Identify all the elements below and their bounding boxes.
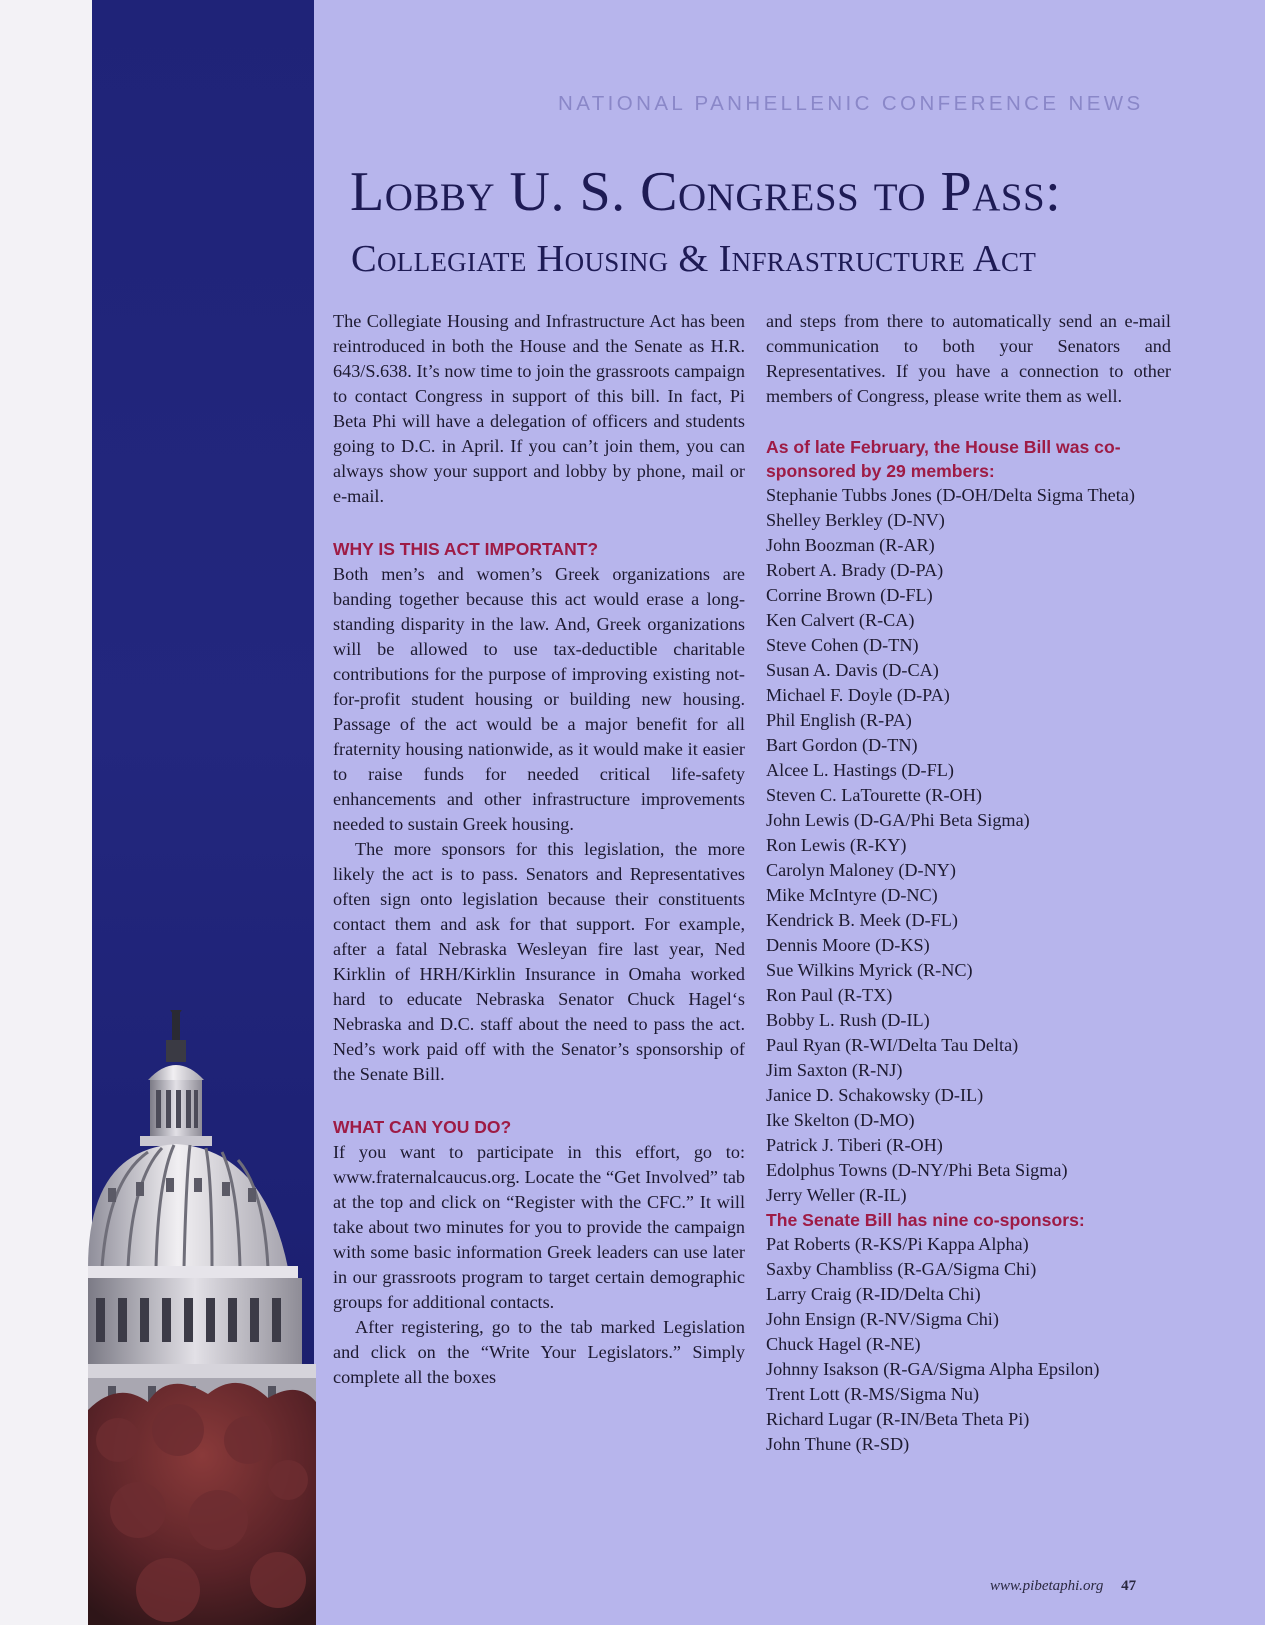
house-cosponsor-item: Bobby L. Rush (D-IL): [766, 1010, 930, 1030]
what-paragraph-1: If you want to participate in this effort, go to: www.fraternalcaucus.org. Locate the “Get Involved” tab at the top and click on “Register with the CFC.” It will take about two minutes for you to provide the campaign with some basic information Greek leaders can use later in our grassroots program to target certain demographic groups for additional contacts.: [333, 1142, 745, 1312]
what-paragraph-2-continued: and steps from there to automatically send an e-mail communication to both your Senators and Representatives. If you have a connection to other members of Congress, please write them as well.: [766, 311, 1171, 406]
house-cosponsor-item: Sue Wilkins Myrick (R-NC): [766, 960, 973, 980]
senate-cosponsor-item: Chuck Hagel (R-NE): [766, 1334, 921, 1354]
house-cosponsor-item: Janice D. Schakowsky (D-IL): [766, 1085, 984, 1105]
house-cosponsor-item: Ron Paul (R-TX): [766, 985, 893, 1005]
senate-cosponsor-list: [766, 1232, 1171, 1457]
senate-cosponsor-item: Pat Roberts (R-KS/Pi Kappa Alpha): [766, 1234, 1029, 1254]
house-cosponsor-item: Shelley Berkley (D-NV): [766, 510, 945, 530]
house-cosponsor-item: Michael F. Doyle (D-PA): [766, 685, 950, 705]
article-subtitle: Collegiate Housing & Infrastructure Act: [351, 238, 1037, 280]
article-title: Lobby U. S. Congress to Pass:: [350, 161, 1062, 223]
why-heading: WHY IS THIS ACT IMPORTANT?: [333, 539, 599, 559]
house-cosponsor-item: Ike Skelton (D-MO): [766, 1110, 915, 1130]
section-kicker: NATIONAL PANHELLENIC CONFERENCE NEWS: [558, 92, 1144, 115]
house-cosponsor-item: Jim Saxton (R-NJ): [766, 1060, 903, 1080]
what-paragraph-2: After registering, go to the tab marked Legislation and click on the “Write Your Legislators.” Simply complete all the boxes: [333, 1317, 745, 1387]
house-cosponsor-item: Patrick J. Tiberi (R-OH): [766, 1135, 943, 1155]
house-cosponsor-item: Paul Ryan (R-WI/Delta Tau Delta): [766, 1035, 1019, 1055]
house-cosponsor-item: Steven C. LaTourette (R-OH): [766, 785, 982, 805]
senate-cosponsor-item: Trent Lott (R-MS/Sigma Nu): [766, 1384, 980, 1404]
page-number: 47: [1121, 1578, 1137, 1594]
continuation-spacer: [766, 309, 1171, 409]
intro-paragraph: The Collegiate Housing and Infrastructure Act has been reintroduced in both the House and the Senate as H.R. 643/S.638. It’s now time to join the grassroots campaign to contact Congress in support of this bill. In fact, Pi Beta Phi will have a delegation of officers and students going to D.C. in April. If you can’t join them, you can always show your support and lobby by phone, mail or e-mail.: [333, 311, 745, 506]
house-cosponsor-item: Alcee L. Hastings (D-FL): [766, 760, 954, 780]
house-cosponsor-item: Ron Lewis (R-KY): [766, 835, 907, 855]
page-edge: [0, 0, 92, 1625]
house-cosponsor-item: Carolyn Maloney (D-NY): [766, 860, 956, 880]
house-cosponsor-item: Corrine Brown (D-FL): [766, 585, 933, 605]
senate-cosponsor-item: Larry Craig (R-ID/Delta Chi): [766, 1284, 981, 1304]
senate-cosponsor-item: John Ensign (R-NV/Sigma Chi): [766, 1309, 999, 1329]
senate-heading: The Senate Bill has nine co-sponsors:: [766, 1210, 1085, 1230]
house-cosponsor-item: John Boozman (R-AR): [766, 535, 935, 555]
senate-cosponsor-item: Johnny Isakson (R-GA/Sigma Alpha Epsilon): [766, 1359, 1100, 1379]
senate-cosponsor-item: Saxby Chambliss (R-GA/Sigma Chi): [766, 1259, 1037, 1279]
right-column: [766, 309, 1171, 1457]
house-cosponsor-list: [766, 483, 1171, 1208]
house-cosponsor-item: Steve Cohen (D-TN): [766, 635, 919, 655]
senate-cosponsor-item: Richard Lugar (R-IN/Beta Theta Pi): [766, 1409, 1030, 1429]
why-paragraph-1: Both men’s and women’s Greek organizations are banding together because this act would erase a long-standing disparity in the law. And, Greek organizations will be allowed to use tax-deductible charitable contributions for the purpose of improving existing not-for-profit student housing or building new housing. Passage of the act would be a major benefit for all fraternity housing nationwide, as it would make it easier to raise funds for needed critical life-safety enhancements and other infrastructure improvements needed to sustain Greek housing.: [333, 564, 745, 834]
house-cosponsor-item: John Lewis (D-GA/Phi Beta Sigma): [766, 810, 1030, 830]
house-cosponsor-item: Edolphus Towns (D-NY/Phi Beta Sigma): [766, 1160, 1068, 1180]
house-cosponsor-item: Ken Calvert (R-CA): [766, 610, 915, 630]
footer-url: www.pibetaphi.org: [990, 1578, 1104, 1594]
house-cosponsor-item: Robert A. Brady (D-PA): [766, 560, 944, 580]
house-cosponsor-item: Kendrick B. Meek (D-FL): [766, 910, 958, 930]
what-heading: WHAT CAN YOU DO?: [333, 1117, 512, 1137]
house-cosponsor-item: Dennis Moore (D-KS): [766, 935, 930, 955]
house-heading: As of late February, the House Bill was co-sponsored by 29 members:: [766, 437, 1121, 481]
left-column: [333, 309, 745, 1390]
why-paragraph-2: The more sponsors for this legislation, the more likely the act is to pass. Senators and Representatives often sign onto legislation because their constituents contact them and ask for that support. For example, after a fatal Nebraska Wesleyan fire last year, Ned Kirklin of HRH/Kirklin Insurance in Omaha worked hard to educate Nebraska Senator Chuck Hagel‘s Nebraska and D.C. staff about the need to pass the act. Ned’s work paid off with the Senator’s sponsorship of the Senate Bill.: [333, 839, 745, 1084]
house-cosponsor-item: Stephanie Tubbs Jones (D-OH/Delta Sigma Theta): [766, 485, 1135, 505]
senate-cosponsor-item: John Thune (R-SD): [766, 1434, 910, 1454]
house-cosponsor-item: Bart Gordon (D-TN): [766, 735, 918, 755]
page-footer: [990, 1578, 1136, 1595]
capitol-dome-photo: [88, 1010, 316, 1625]
house-cosponsor-item: Mike McIntyre (D-NC): [766, 885, 938, 905]
house-cosponsor-item: Jerry Weller (R-IL): [766, 1185, 907, 1205]
house-cosponsor-item: Phil English (R-PA): [766, 710, 912, 730]
house-cosponsor-item: Susan A. Davis (D-CA): [766, 660, 939, 680]
